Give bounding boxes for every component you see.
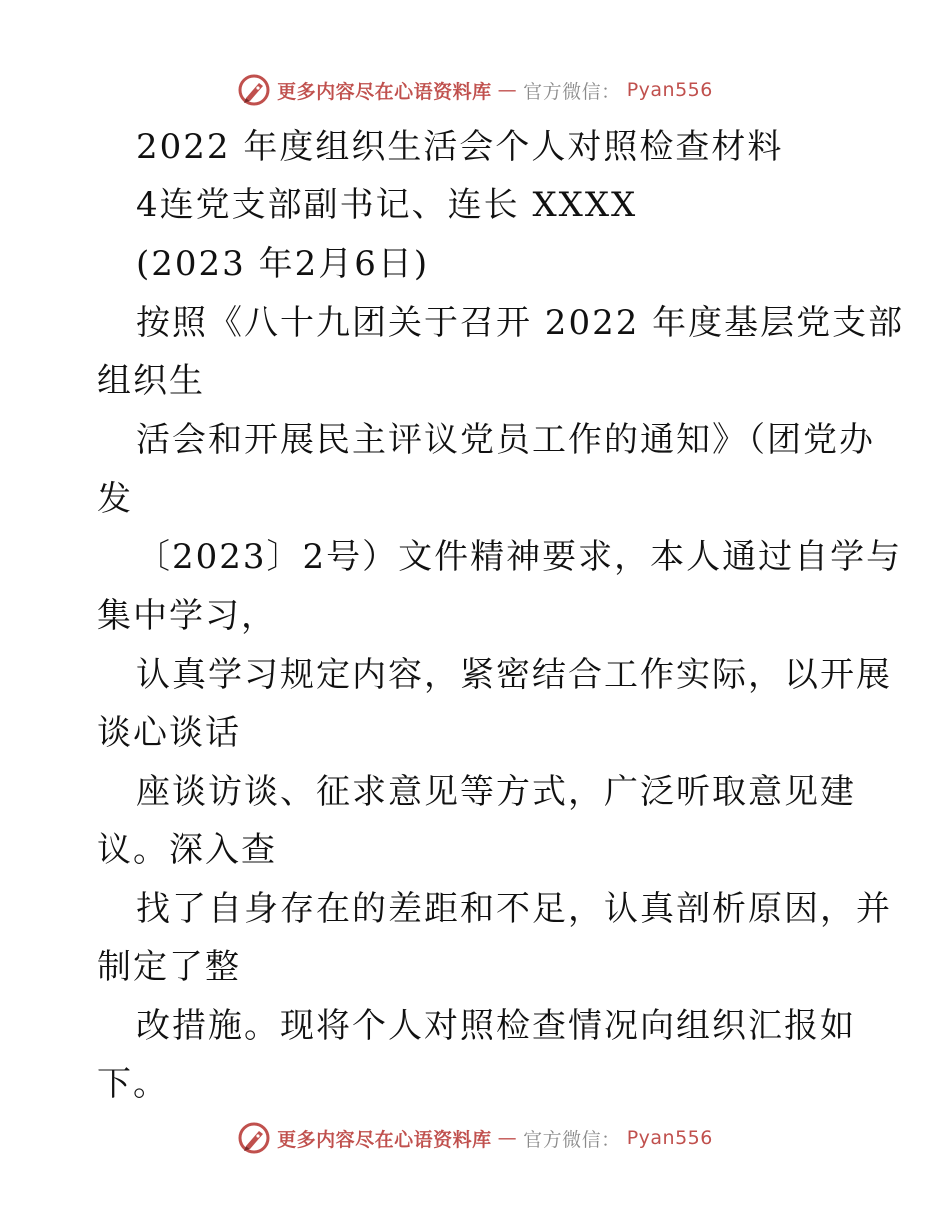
body-line: 改措施。现将个人对照检查情况向组织汇报如 bbox=[136, 1006, 856, 1046]
wechat-id: Pyan556 bbox=[626, 1127, 713, 1149]
brand-text: 更多内容尽在心语资料库 bbox=[277, 80, 492, 103]
body-line: 发 bbox=[97, 479, 133, 519]
body-line: 谈心谈话 bbox=[97, 713, 241, 753]
body-line: 〔2023〕2号）文件精神要求，本人通过自学与 bbox=[136, 537, 903, 577]
body-line: 找了自身存在的差距和不足，认真剖析原因，并 bbox=[136, 889, 892, 929]
body-line: 认真学习规定内容，紧密结合工作实际，以开展 bbox=[136, 655, 892, 695]
date-line: (2023 年2月6日) bbox=[136, 244, 430, 284]
body-line: 制定了整 bbox=[97, 947, 241, 987]
banner-dash: — bbox=[497, 1127, 518, 1149]
header-watermark-banner bbox=[0, 70, 950, 110]
body-line: 活会和开展民主评议党员工作的通知》（团党办 bbox=[136, 420, 875, 460]
brand-text: 更多内容尽在心语资料库 bbox=[277, 1128, 492, 1151]
body-line: 下。 bbox=[97, 1064, 169, 1104]
body-line: 按照《八十九团关于召开 2022 年度基层党支部 bbox=[136, 303, 905, 343]
official-wechat-label: 官方微信： bbox=[523, 80, 621, 103]
official-wechat-label: 官方微信： bbox=[523, 1128, 621, 1151]
pen-nib-circle-icon bbox=[237, 73, 271, 107]
pen-nib-circle-icon bbox=[237, 1121, 271, 1155]
author-line: 4连党支部副书记、连长 XXXX bbox=[136, 185, 638, 225]
body-line: 集中学习， bbox=[97, 596, 277, 636]
wechat-id: Pyan556 bbox=[626, 79, 713, 101]
document-title: 2022 年度组织生活会个人对照检查材料 bbox=[136, 127, 784, 167]
footer-watermark-banner bbox=[0, 1118, 950, 1158]
banner-dash: — bbox=[497, 79, 518, 101]
body-line: 议。深入查 bbox=[97, 830, 277, 870]
body-line: 组织生 bbox=[97, 361, 205, 401]
body-line: 座谈访谈、征求意见等方式，广泛听取意见建 bbox=[136, 772, 856, 812]
